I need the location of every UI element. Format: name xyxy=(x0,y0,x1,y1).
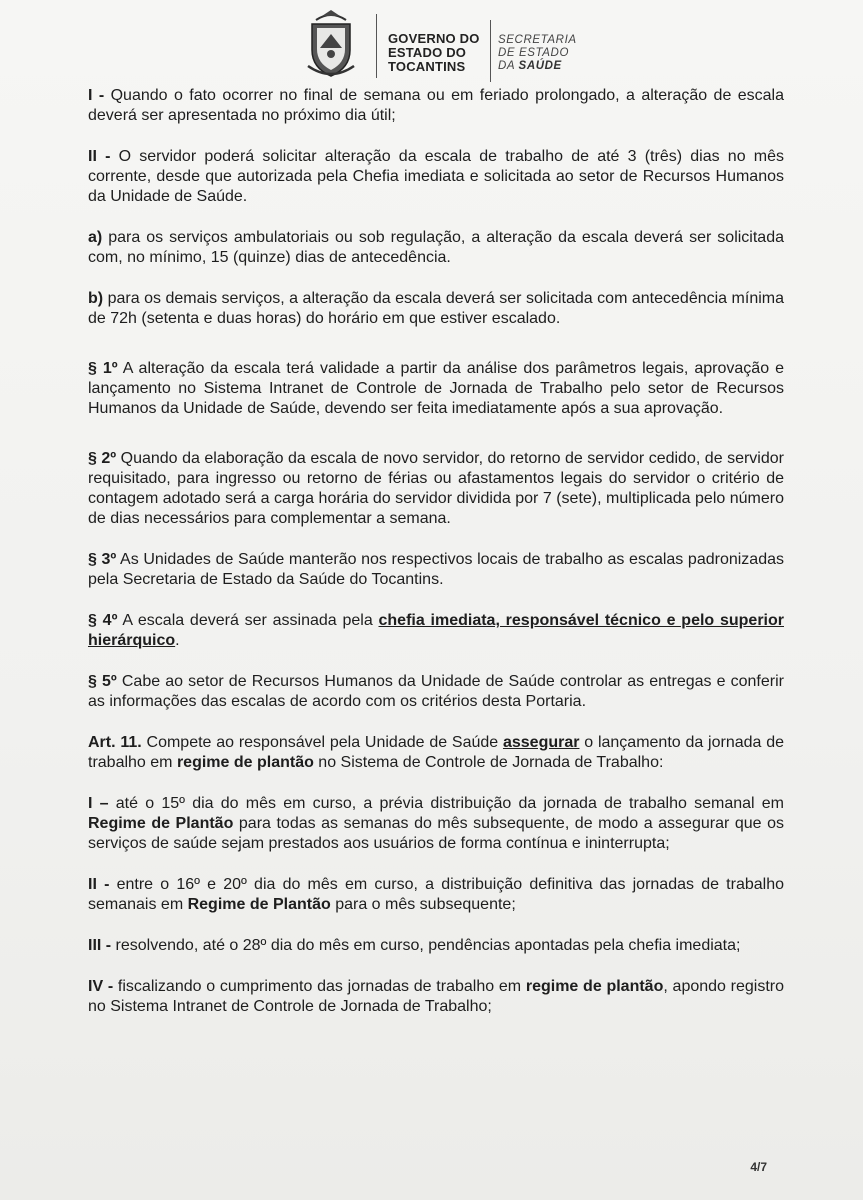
page-number: 4/7 xyxy=(750,1160,767,1174)
secretariat-name: SECRETARIA DE ESTADO DA SAÚDE xyxy=(498,34,577,72)
paragraph-inciso-ii: II - O servidor poderá solicitar alteração da escala de trabalho de até 3 (três) dias no mês corrente, desde que autorizada pela Chefia imediata e solicitada ao setor de Recursos Humanos da Unidade de Saúde. xyxy=(88,148,785,205)
paragraph-alinea-a: a) para os serviços ambulatoriais ou sob regulação, a alteração da escala deverá ser solicitada com, no mínimo, 15 (quinze) dias de antecedência. xyxy=(88,229,784,266)
paragraph-art11-inciso-i: I – até o 15º dia do mês em curso, a prévia distribuição da jornada de trabalho semanal em Regime de Plantão para todas as semanas do mês subsequente, de modo a assegurar que os serviços de saúde sejam prestados aos usuários de forma contínua e ininterrupta; xyxy=(88,795,784,852)
header-divider xyxy=(376,14,377,78)
paragraph-section-2: § 2º Quando da elaboração da escala de novo servidor, do retorno de servidor cedido, de servidor requisitado, para ingresso ou retorno de férias ou afastamentos legais do servidor o critério de contagem adotado será a carga horária do servidor dividida por 7 (sete), multiplicada pelo número de dias necessários para complementar a semana. xyxy=(88,450,784,527)
government-name: GOVERNO DO ESTADO DO TOCANTINS xyxy=(388,31,480,74)
paragraph-art11-inciso-ii: II - entre o 16º e 20º dia do mês em curso, a distribuição definitiva das jornadas de trabalho semanais em Regime de Plantão para o mês subsequente; xyxy=(88,876,784,913)
paragraph-section-5: § 5º Cabe ao setor de Recursos Humanos da Unidade de Saúde controlar as entregas e conferir as informações das escalas de acordo com os critérios desta Portaria. xyxy=(88,673,784,710)
paragraph-alinea-b: b) para os demais serviços, a alteração da escala deverá ser solicitada com antecedência mínima de 72h (setenta e duas horas) do horário em que estiver escalado. xyxy=(88,290,784,327)
paragraph-section-4: § 4º A escala deverá ser assinada pela chefia imediata, responsável técnico e pelo superior hierárquico. xyxy=(88,612,784,649)
paragraph-article-11: Art. 11. Compete ao responsável pela Unidade de Saúde assegurar o lançamento da jornada de trabalho em regime de plantão no Sistema de Controle de Jornada de Trabalho: xyxy=(88,734,785,771)
paragraph-art11-inciso-iv: IV - fiscalizando o cumprimento das jornadas de trabalho em regime de plantão, apondo registro no Sistema Intranet de Controle de Jornada de Trabalho; xyxy=(88,978,785,1015)
paragraph-art11-inciso-iii: III - resolvendo, até o 28º dia do mês em curso, pendências apontadas pela chefia imediata; xyxy=(88,937,741,954)
letterhead xyxy=(300,8,620,84)
paragraph-inciso-i: I - Quando o fato ocorrer no final de semana ou em feriado prolongado, a alteração de escala deverá ser apresentada no próximo dia útil; xyxy=(88,87,785,124)
paragraph-section-1: § 1º A alteração da escala terá validade a partir da análise dos parâmetros legais, aprovação e lançamento no Sistema Intranet de Controle de Jornada de Trabalho pelo setor de Recursos Humanos da Unidade de Saúde, devendo ser feita imediatamente após a sua aprovação. xyxy=(88,360,784,417)
tocantins-coat-of-arms-icon xyxy=(300,8,362,80)
paragraph-section-3: § 3º As Unidades de Saúde manterão nos respectivos locais de trabalho as escalas padronizadas pela Secretaria de Estado da Saúde do Tocantins. xyxy=(88,551,785,588)
document-body xyxy=(88,86,784,1038)
header-divider xyxy=(490,20,491,82)
